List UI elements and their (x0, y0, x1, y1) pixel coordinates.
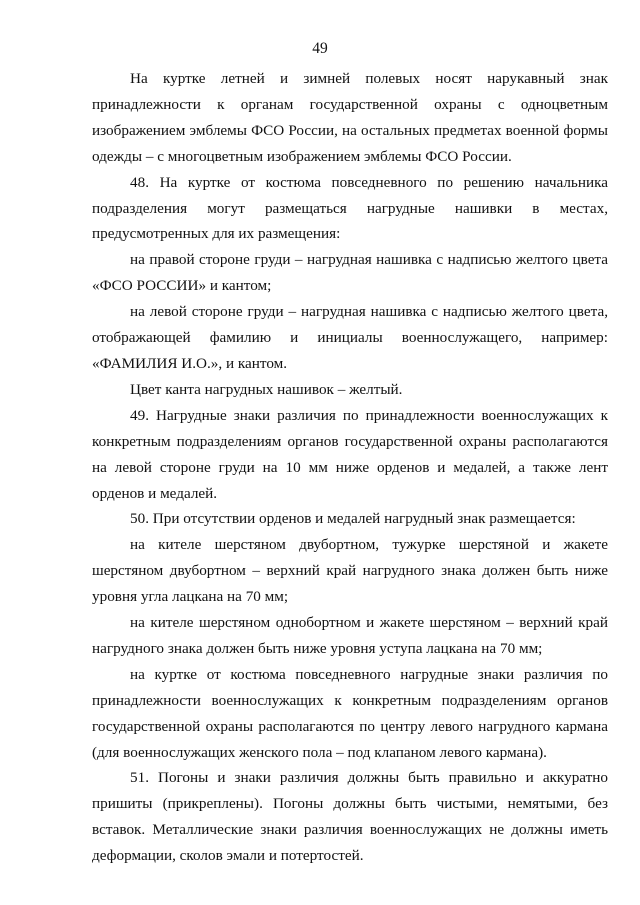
paragraph-49: 49. Нагрудные знаки различия по принадлежности военнослужащих к конкретным подразделениям органов государственной охраны располагаются на левой стороне груди на 10 мм ниже орденов и медалей, а также лент орденов и медалей. (92, 406, 608, 502)
paragraph-51: 51. Погоны и знаки различия должны быть правильно и аккуратно пришиты (прикреплены). Погоны должны быть чистыми, немятыми, без вставок. Металлические знаки различия военнослужащих не должны иметь деформации, сколов эмали и потертостей. (92, 769, 608, 865)
paragraph-50-double-breasted: на кителе шерстяном двубортном, тужурке шерстяной и жакете шерстяном двубортном – верхний край нагрудного знака должен быть ниже уровня угла лацкана на 70 мм; (92, 536, 608, 606)
document-body (92, 66, 608, 869)
paragraph-emblem-sleeve: На куртке летней и зимней полевых носят нарукавный знак принадлежности к органам государственной охраны с одноцветным изображением эмблемы ФСО России, на остальных предметах военной формы одежды – с многоцветным изображением эмблемы ФСО России. (92, 70, 608, 165)
paragraph-50-intro: 50. При отсутствии орденов и медалей нагрудный знак размещается: (130, 510, 576, 528)
paragraph-48-left-chest: на левой стороне груди – нагрудная нашивка с надписью желтого цвета, отображающей фамилию и инициалы военнослужащего, например: «ФАМИЛИЯ И.О.», и кантом. (92, 303, 608, 372)
paragraph-48-piping-color: Цвет канта нагрудных нашивок – желтый. (130, 380, 403, 398)
paragraph-48-right-chest: на правой стороне груди – нагрудная нашивка с надписью желтого цвета «ФСО РОССИИ» и кантом; (92, 251, 608, 295)
page-number: 49 (312, 40, 328, 57)
paragraph-48-intro: 48. На куртке от костюма повседневного по решению начальника подразделения могут размещаться нагрудные нашивки в местах, предусмотренных для их размещения: (92, 173, 608, 243)
paragraph-50-single-breasted: на кителе шерстяном однобортном и жакете шерстяном – верхний край нагрудного знака должен быть ниже уровня уступа лацкана на 70 мм; (92, 614, 608, 657)
paragraph-50-daily-jacket: на куртке от костюма повседневного нагрудные знаки различия по принадлежности военнослужащих к конкретным подразделениям органов государственной охраны располагаются по центру левого нагрудного кармана (для военнослужащих женского пола – под клапаном левого кармана). (92, 665, 608, 761)
